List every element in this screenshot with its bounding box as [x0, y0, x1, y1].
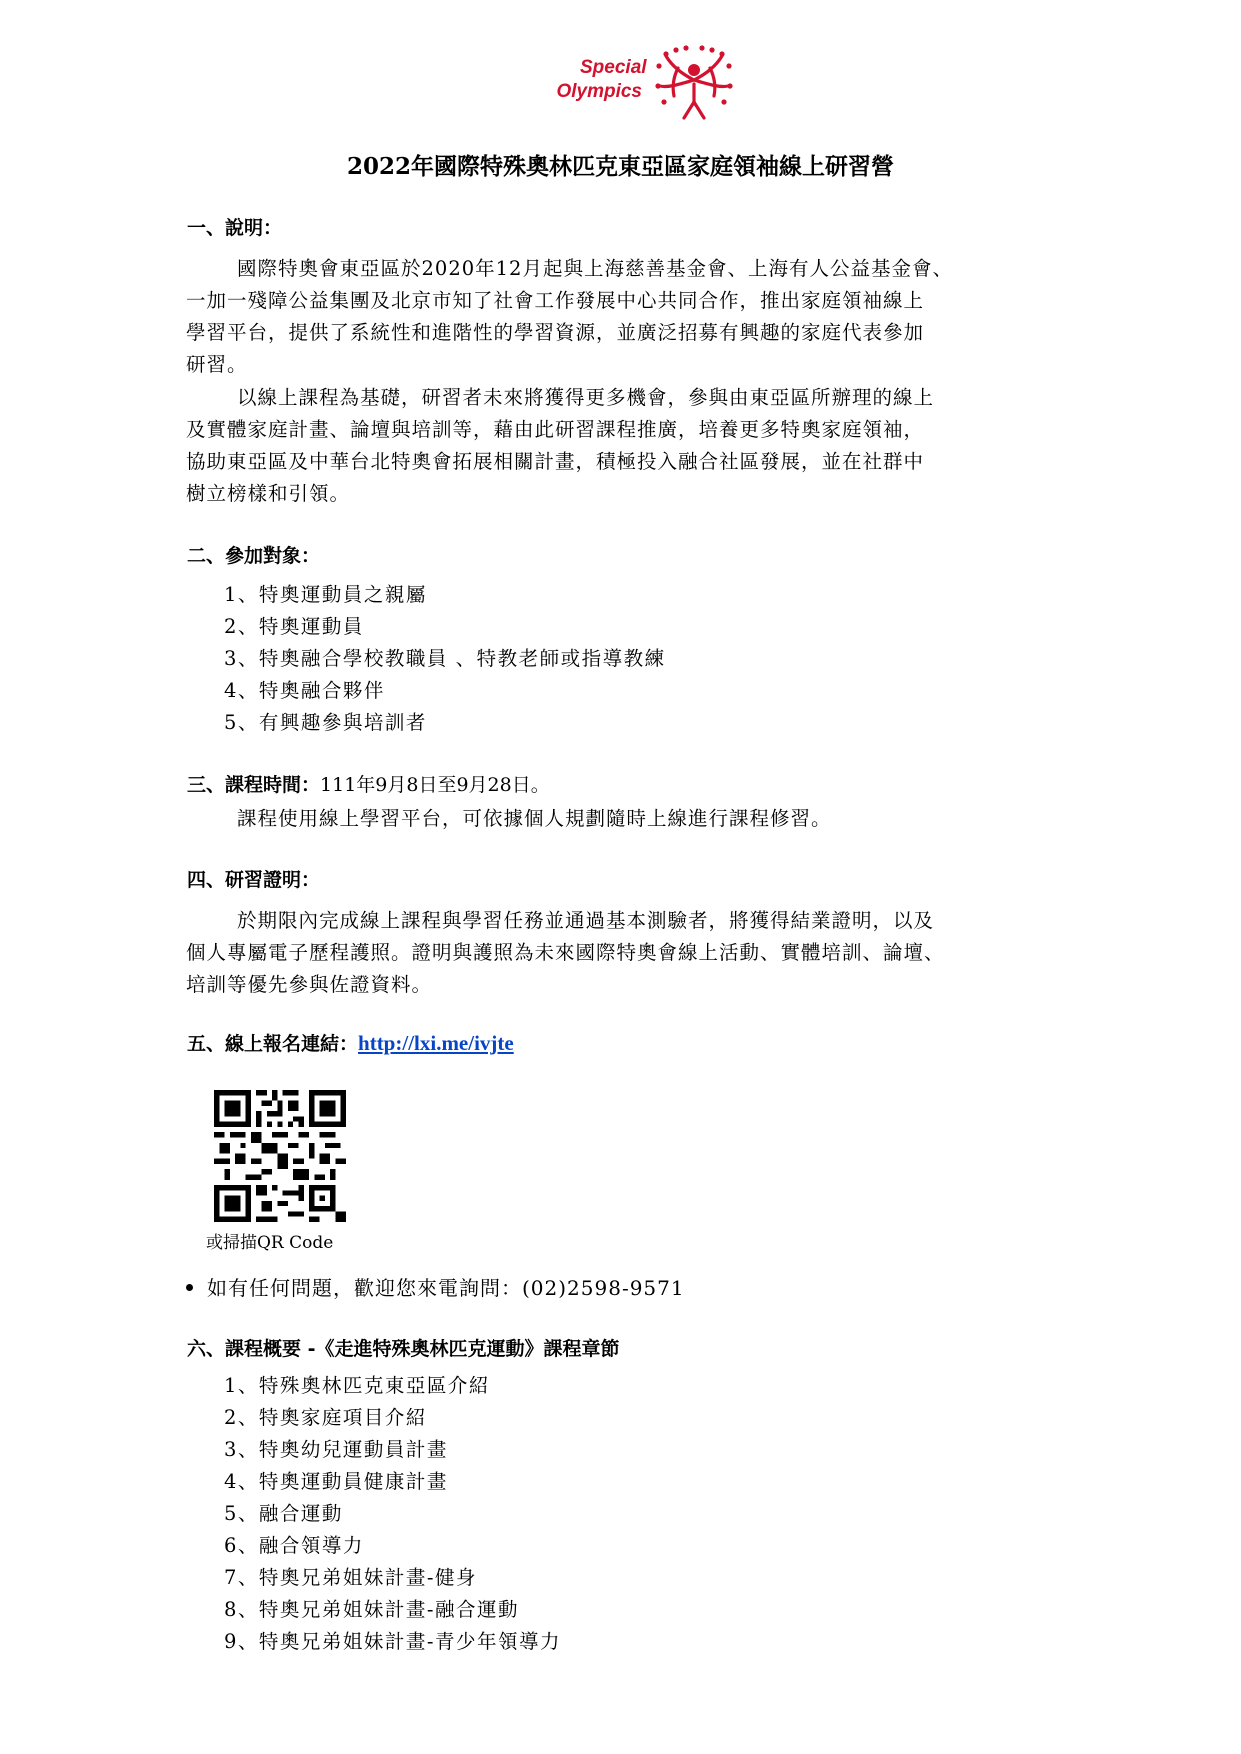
section-4-heading: 四、研習證明： — [187, 869, 321, 891]
s6-list-item: 5、融合運動 — [224, 1502, 343, 1525]
s6-list-item: 2、特奧家庭項目介紹 — [224, 1406, 427, 1429]
s2-list-item: 1、特奧運動員之親屬 — [224, 583, 427, 606]
s4-line: 於期限內完成線上課程與學習任務並通過基本測驗者，將獲得結業證明，以及 — [237, 909, 935, 932]
logo-text-line2: Olympics — [556, 81, 642, 102]
s6-list-item: 9、特奧兄弟姐妹計畫-青少年領導力 — [224, 1630, 561, 1653]
s1-p2-line: 以線上課程為基礎，研習者未來將獲得更多機會，參與由東亞區所辦理的線上 — [237, 386, 935, 409]
bullet-icon — [186, 1284, 193, 1291]
s6-list-item: 6、融合領導力 — [224, 1534, 364, 1557]
registration-qr-code[interactable] — [214, 1090, 346, 1222]
s1-p2-line: 及實體家庭計畫、論壇與培訓等，藉由此研習課程推廣，培養更多特奧家庭領袖， — [186, 418, 925, 441]
section-3-heading-label: 三、課程時間： — [187, 774, 321, 796]
s1-p2-line: 協助東亞區及中華台北特奧會拓展相關計畫，積極投入融合社區發展，並在社群中 — [186, 450, 925, 473]
s1-p1-line: 國際特奧會東亞區於2020年12月起與上海慈善基金會、上海有人公益基金會、 — [237, 257, 953, 280]
document-title: 2022年國際特殊奧林匹克東亞區家庭領袖線上研習營 — [346, 153, 894, 180]
special-olympics-icon — [654, 44, 734, 124]
contact-text: 如有任何問題，歡迎您來電詢問：(02)2598-9571 — [207, 1276, 685, 1300]
s2-list-item: 3、特奧融合學校教職員 、特教老師或指導教練 — [224, 647, 666, 670]
section-6-heading: 六、課程概要 -《走進特殊奧林匹克運動》課程章節 — [187, 1338, 620, 1360]
logo-text-line1: Special — [580, 57, 647, 78]
section-1-heading: 一、說明： — [187, 217, 283, 239]
registration-link[interactable]: http://lxi.me/ivjte — [358, 1031, 514, 1055]
s6-list-item: 1、特殊奧林匹克東亞區介紹 — [224, 1374, 490, 1397]
s1-p1-line: 一加一殘障公益集團及北京市知了社會工作發展中心共同合作，推出家庭領袖線上 — [186, 289, 925, 312]
s4-line: 培訓等優先參與佐證資料。 — [186, 973, 433, 996]
s1-p1-line: 研習。 — [186, 353, 248, 376]
s2-list-item: 4、特奧融合夥伴 — [224, 679, 385, 702]
contact-bullet — [186, 1272, 685, 1301]
s6-list-item: 7、特奧兄弟姐妹計畫-健身 — [224, 1566, 477, 1589]
s6-list-item: 4、特奧運動員健康計畫 — [224, 1470, 448, 1493]
s4-line: 個人專屬電子歷程護照。證明與護照為未來國際特奧會線上活動、實體培訓、論壇、 — [186, 941, 945, 964]
special-olympics-logo — [522, 44, 742, 124]
s3-note: 課程使用線上學習平台，可依據個人規劃隨時上線進行課程修習。 — [237, 807, 832, 830]
s6-list-item: 3、特奧幼兒運動員計畫 — [224, 1438, 448, 1461]
section-5-heading-label: 五、線上報名連結： — [187, 1033, 359, 1055]
section-3-heading — [187, 770, 550, 797]
s6-list-item: 8、特奧兄弟姐妹計畫-融合運動 — [224, 1598, 519, 1621]
section-5-heading — [187, 1029, 514, 1056]
s2-list-item: 5、有興趣參與培訓者 — [224, 711, 427, 734]
section-2-heading: 二、參加對象： — [187, 545, 321, 567]
s1-p2-line: 樹立榜樣和引領。 — [186, 482, 351, 505]
s2-list-item: 2、特奧運動員 — [224, 615, 364, 638]
qr-caption: 或掃描QR Code — [206, 1233, 334, 1253]
course-period: 111年9月8日至9月28日。 — [320, 774, 550, 796]
s1-p1-line: 學習平台，提供了系統性和進階性的學習資源，並廣泛招募有興趣的家庭代表參加 — [186, 321, 925, 344]
